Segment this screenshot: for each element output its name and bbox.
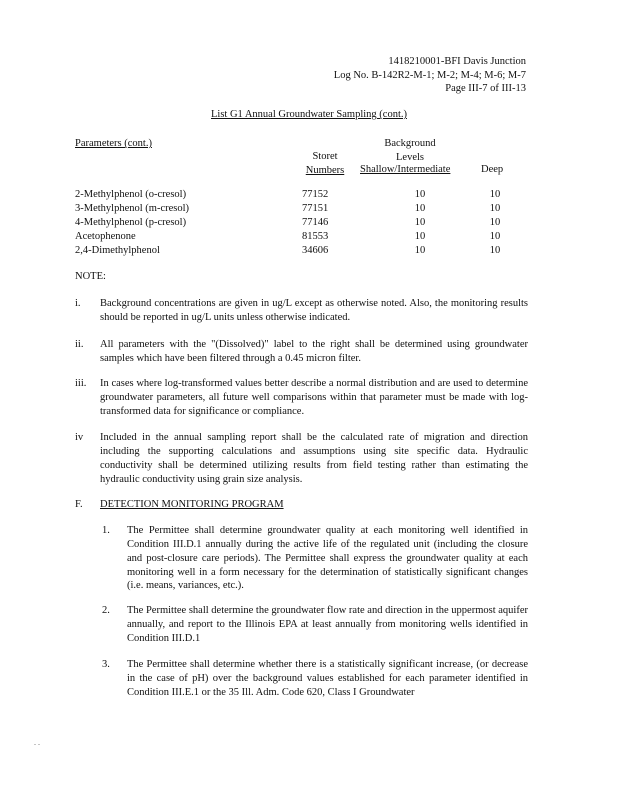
section-item-marker: 3. [102,659,110,670]
header-background-line2: Levels [396,151,424,163]
section-item-text: The Permittee shall determine whether there is a statistically significant increase, (or decrease in the case of pH) over the background values established for each parameter identified in Condition III.E.1 or the 35 Ill. Adm. Code 620, Class I Groundwater [127,659,528,698]
header-log-number: Log No. B-142R2-M-1; M-2; M-4; M-6; M-7 [333,69,526,81]
list-title: List G1 Annual Groundwater Sampling (cont.) [211,109,407,120]
section-item-marker: 1. [102,525,110,536]
parameter-name: 3-Methylphenol (m-cresol) [75,203,190,214]
table-row [75,202,535,216]
deep-level: 10 [489,217,501,228]
header-permit-id: 1418210001-BFI Davis Junction [388,56,526,67]
header-deep: Deep [481,164,504,175]
parameter-name: 4-Methylphenol (p-cresol) [75,217,187,228]
header-shallow: Shallow/Intermediate [360,164,451,175]
shallow-level: 10 [414,203,426,214]
parameter-name: 2,4-Dimethylphenol [75,245,160,256]
table-row [75,230,535,244]
section-heading: DETECTION MONITORING PROGRAM [100,499,284,510]
storet-number: 77151 [302,203,329,214]
table-row [75,216,535,230]
note-marker: iii. [75,378,87,389]
header-page-number: Page III-7 of III-13 [445,83,526,95]
header-storet-line2: Numbers [305,164,345,176]
note-text: Included in the annual sampling report shall be the calculated rate of migration and direction including the supporting calculations and assumptions using site specific data. Hydraulic conductivity shall be determined utilizing results from field testing rather than estimating the hydraulic conductivity using grain size analysis. [100,432,528,485]
deep-level: 10 [489,231,501,242]
header-parameters: Parameters (cont.) [75,138,152,149]
section-item-marker: 2. [102,605,110,616]
section-item-text: The Permittee shall determine the groundwater flow rate and direction in the uppermost aquifer annually, and report to the Illinois EPA at least annually from monitoring wells identified in Condition III.D.1 [127,605,528,644]
note-text: All parameters with the "(Dissolved)" label to the right shall be determined using groundwater samples which have been filtered through a 0.45 micron filter. [100,339,528,364]
note-text: Background concentrations are given in ug/L except as otherwise noted. Also, the monitoring results should be reported in ug/L units unless otherwise indicated. [100,298,528,323]
storet-number: 81553 [302,231,329,242]
header-storet-line1: Storet [312,151,338,162]
table-row [75,244,535,258]
parameter-name: Acetophenone [75,231,136,242]
deep-level: 10 [489,203,501,214]
note-marker: iv [75,432,84,443]
stray-marks: . . [34,738,40,747]
shallow-level: 10 [414,245,426,256]
parameter-name: 2-Methylphenol (o-cresol) [75,189,187,200]
shallow-level: 10 [414,189,426,200]
section-item-text: The Permittee shall determine groundwater quality at each monitoring well identified in Condition III.D.1 annually during the active life of the regulated unit (including the closure and post-closure care periods). The Permittee shall express the groundwater quality at each monitoring well in a form necessary for the determination of statistically significant changes (i.e. means, variances, etc.). [127,525,528,592]
shallow-level: 10 [414,231,426,242]
deep-level: 10 [489,245,501,256]
shallow-level: 10 [414,217,426,228]
storet-number: 77146 [302,217,329,228]
deep-level: 10 [489,189,501,200]
document-header [334,55,526,96]
section-marker: F. [75,499,83,510]
storet-number: 77152 [302,189,329,200]
note-text: In cases where log-transformed values better describe a normal distribution and are used to determine groundwater parameters, all future well comparisons within that parameter must be made with log-transformed data for significance or compliance. [100,378,528,417]
header-storet [295,150,355,177]
storet-number: 34606 [302,245,329,256]
header-background-line1: Background [384,138,436,149]
table-row [75,188,535,202]
note-marker: i. [75,298,81,309]
note-marker: ii. [75,339,84,350]
note-label: NOTE: [75,271,106,282]
header-background [370,137,450,164]
